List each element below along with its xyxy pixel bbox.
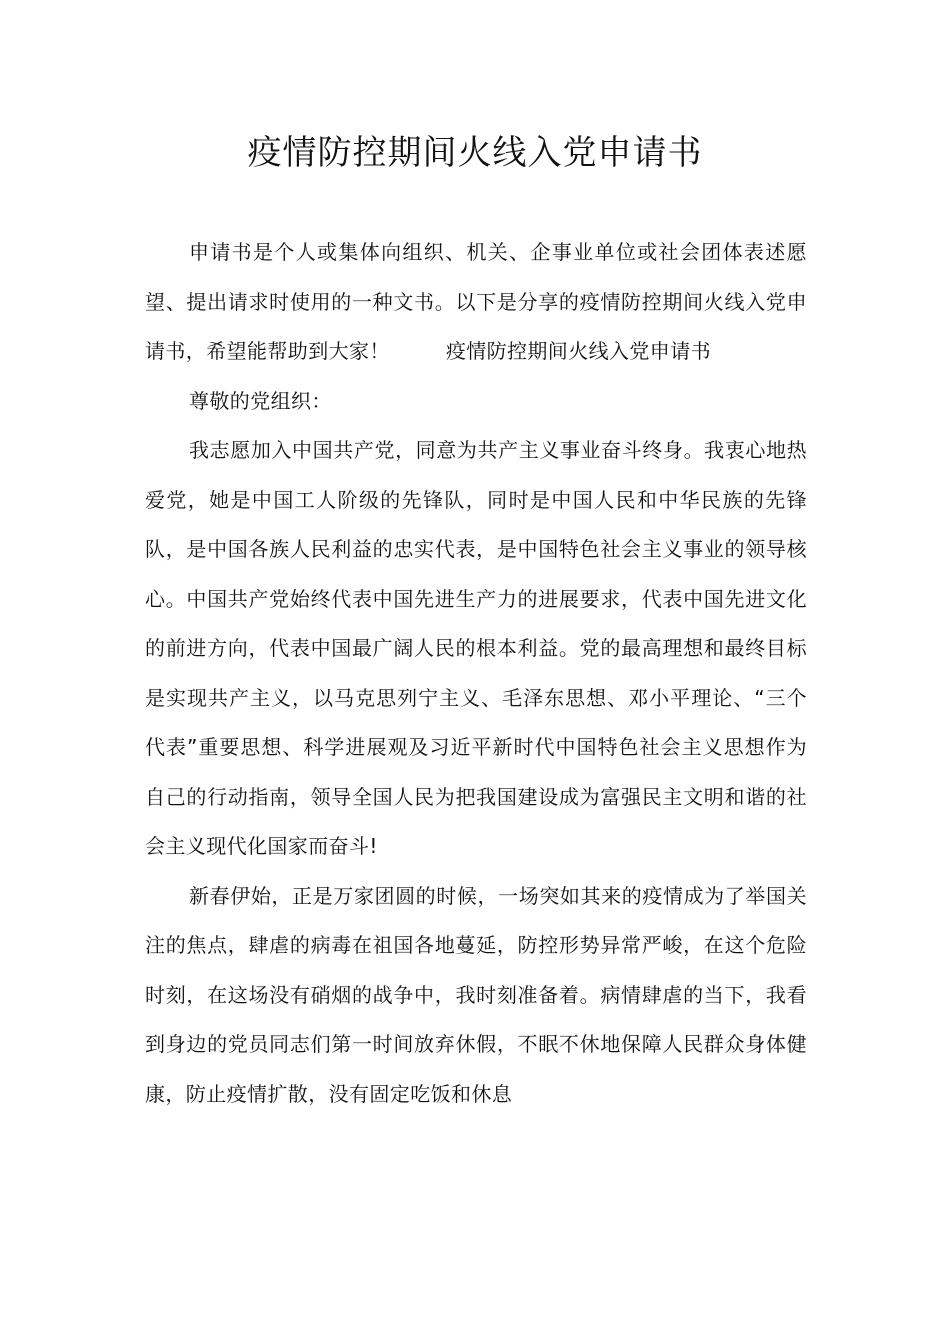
document-body — [145, 228, 807, 1119]
intro-paragraph — [145, 228, 807, 377]
document-title: 疫情防控期间火线入党申请书 — [247, 133, 703, 173]
intro-text: 申请书是个人或集体向组织、机关、企事业单位或社会团体表述愿望、提出请求时使用的一种文书。以下是分享的疫情防控期间火线入党申请书，希望能帮助到大家！ — [145, 240, 807, 363]
intro-subtitle: 疫情防控期间火线入党申请书 — [445, 339, 712, 363]
body-paragraph-2: 新春伊始，正是万家团圆的时候，一场突如其来的疫情成为了举国关注的焦点，肆虐的病毒在祖国各地蔓延，防控形势异常严峻，在这个危险时刻，在这场没有硝烟的战争中，我时刻准备着。病情肆虐的当下，我看到身边的党员同志们第一时间放弃休假，不眠不休地保障人民群众身体健康，防止疫情扩散，没有固定吃饭和休息 — [145, 883, 807, 1106]
salutation: 尊敬的党组织： — [189, 388, 332, 413]
body-paragraph-1: 我志愿加入中国共产党，同意为共产主义事业奋斗终身。我衷心地热爱党，她是中国工人阶级的先锋队，同时是中国人民和中华民族的先锋队，是中国各族人民利益的忠实代表，是中国特色社会主义事业的领导核心。中国共产党始终代表中国先进生产力的进展要求，代表中国先进文化的前进方向，代表中国最广阔人民的根本利益。党的最高理想和最终目标是实现共产主义，以马克思列宁主义、毛泽东思想、邓小平理论、“三个代表”重要思想、科学进展观及习近平新时代中国特色社会主义思想作为自己的行动指南，领导全国人民为把我国建设成为富强民主文明和谐的社会主义现代化国家而奋斗! — [145, 438, 807, 858]
